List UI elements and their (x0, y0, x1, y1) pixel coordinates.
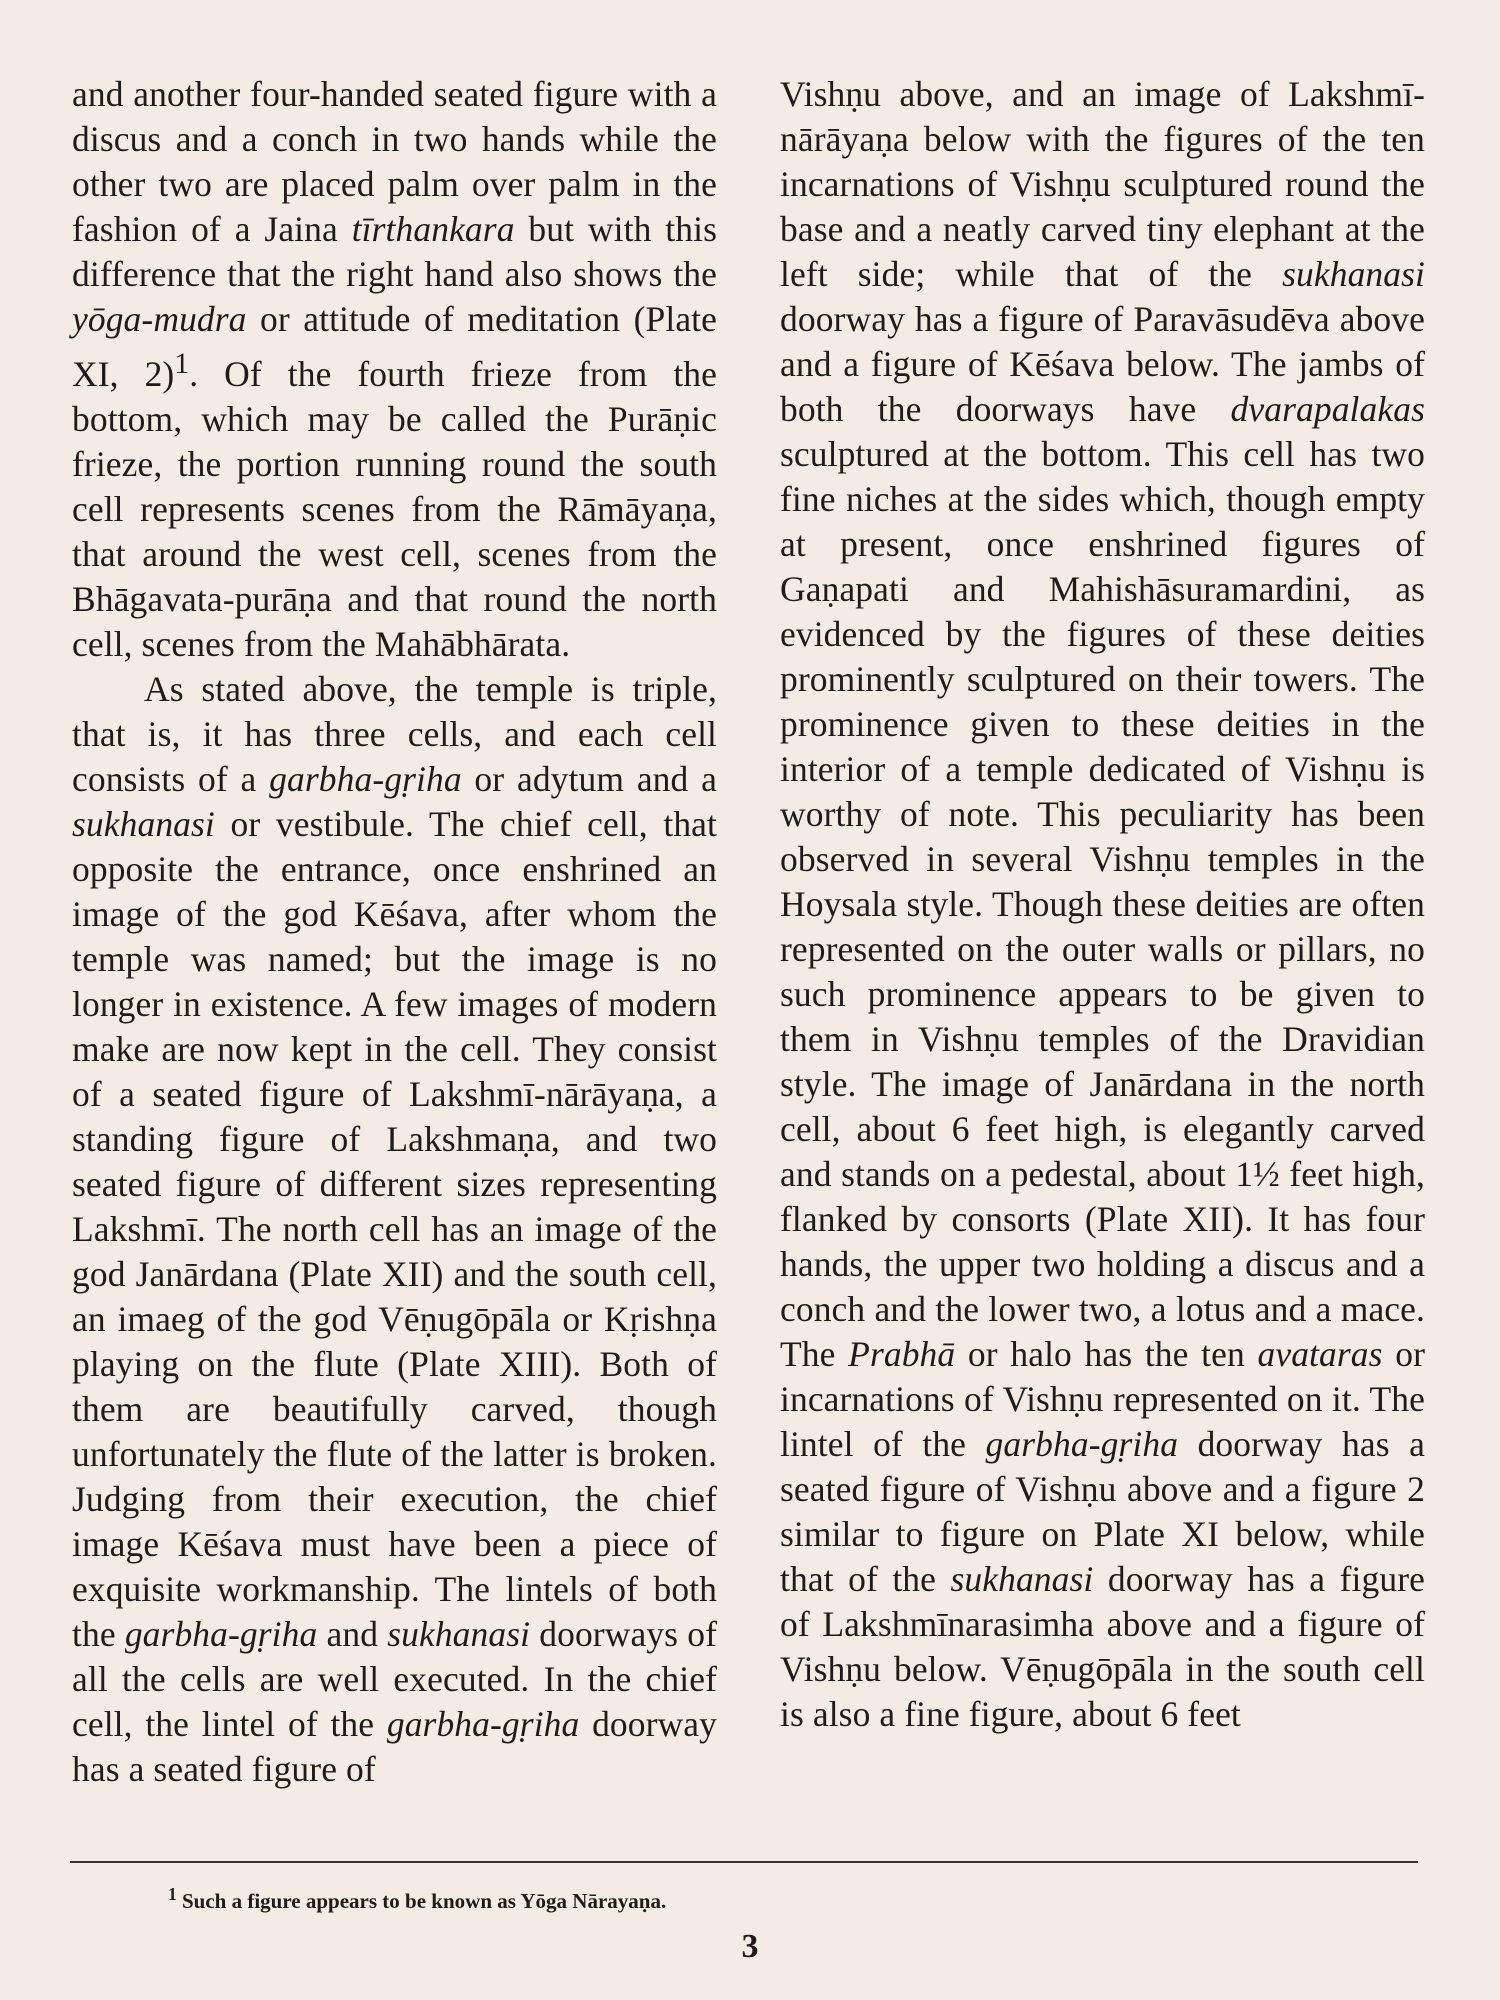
italic-term: yōga-mudra (72, 299, 247, 339)
italic-term: garbha-gṛiha (124, 1613, 318, 1654)
footnote-divider (70, 1861, 1418, 1863)
italic-term: garbha-gṛiha (985, 1424, 1179, 1464)
italic-term: avataras (1257, 1334, 1383, 1374)
italic-term: sukhanasi (1282, 254, 1425, 294)
italic-term: dvarapalakas (1230, 389, 1425, 429)
footnote-marker: 1 (168, 1884, 177, 1904)
paragraph: Vishṇu above, and an image of Lakshmī-nārāyaṇa below with the figures of the ten incarnations of Vishṇu sculptured round the base and a neatly carved tiny elephant at the left side; while that of the sukhanasi doorway has a figure of Paravāsudēva above and a figure of Kēśava below. The jambs of both the doorways have dvarapalakas sculptured at the bottom. This cell has two fine niches at the sides which, though empty at present, once enshrined figures of Gaṇapati and Mahishāsuramardini, as evidenced by the figures of these deities prominently sculptured on their towers. The prominence given to these deities in the interior of a temple dedicated of Vishṇu is worthy of note. This peculiarity has been observed in several Vishṇu temples in the Hoysala style. Though these deities are often represented on the outer walls or pillars, no such prominence appears to be given to them in Vishṇu temples of the Dravidian style. The image of Janārdana in the north cell, about 6 feet high, is elegantly carved and stands on a pedestal, about 1½ feet high, flanked by consorts (Plate XII). It has four hands, the upper two holding a discus and a conch and the lower two, a lotus and a mace. The Prabhā or halo has the ten avataras or incarnations of Vishṇu represented on it. The lintel of the garbha-gṛiha doorway has a seated figure of Vishṇu above and a figure 2 similar to figure on Plate XI below, while that of the sukhanasi doorway has a figure of Lakshmīnarasimha above and a figure of Vishṇu below. Vēṇugōpāla in the south cell is also a fine figure, about 6 feet (780, 74, 1425, 1734)
italic-term: sukhanasi (72, 803, 215, 844)
italic-term: sukhanasi (387, 1613, 531, 1654)
footnote-reference: 1 (174, 348, 190, 380)
italic-term: tīrthankara (351, 209, 515, 249)
paragraph: As stated above, the temple is triple, that is, it has three cells, and each cell consists of a garbha-gṛiha or adytum and a sukhanasi or vestibule. The chief cell, that opposite the entrance, once enshrined an image of the god Kēśava, after whom the temple was named; but the image is no longer in existence. A few images of modern make are now kept in the cell. They consist of a seated figure of Lakshmī-nārāyaṇa, a standing figure of Lakshmaṇa, and two seated figure of different sizes representing Lakshmī. The north cell has an image of the god Janārdana (Plate XII) and the south cell, an imaeg of the god Vēṇugōpāla or Kṛishṇa playing on the flute (Plate XIII). Both of them are beautifully carved, though unfortunately the flute of the latter is broken. Judging from their execution, the chief image Kēśava must have been a piece of exquisite workmanship. The lintels of both the garbha-gṛiha and sukhanasi doorways of all the cells are well executed. In the chief cell, the lintel of the garbha-gṛiha doorway has a seated figure of (72, 668, 717, 1789)
italic-term: Prabhā (848, 1334, 956, 1374)
italic-term: garbha-gṛiha (386, 1703, 580, 1744)
italic-term: sukhanasi (950, 1559, 1094, 1599)
footnote-text: Such a figure appears to be known as Yōga Nārayaṇa. (182, 1889, 667, 1913)
footnote (168, 1880, 1268, 1915)
right-column (780, 72, 1425, 1737)
italic-term: garbha-gṛiha (269, 758, 462, 799)
paragraph: and another four-handed seated figure with a discus and a conch in two hands while the other two are placed palm over palm in the fashion of a Jaina tīrthankara but with this difference that the right hand also shows the yōga-mudra or attitude of meditation (Plate XI, 2)$^1$. Of the fourth frieze from the bottom, which may be called the Purāṇic frieze, the portion running round the south cell represents scenes from the Rāmāyaṇa, that around the west cell, scenes from the Bhāgavata-purāṇa and that round the north cell, scenes from the Mahābhārata. (72, 74, 717, 664)
page-number: 3 (741, 1928, 759, 1965)
left-column (72, 72, 717, 1792)
